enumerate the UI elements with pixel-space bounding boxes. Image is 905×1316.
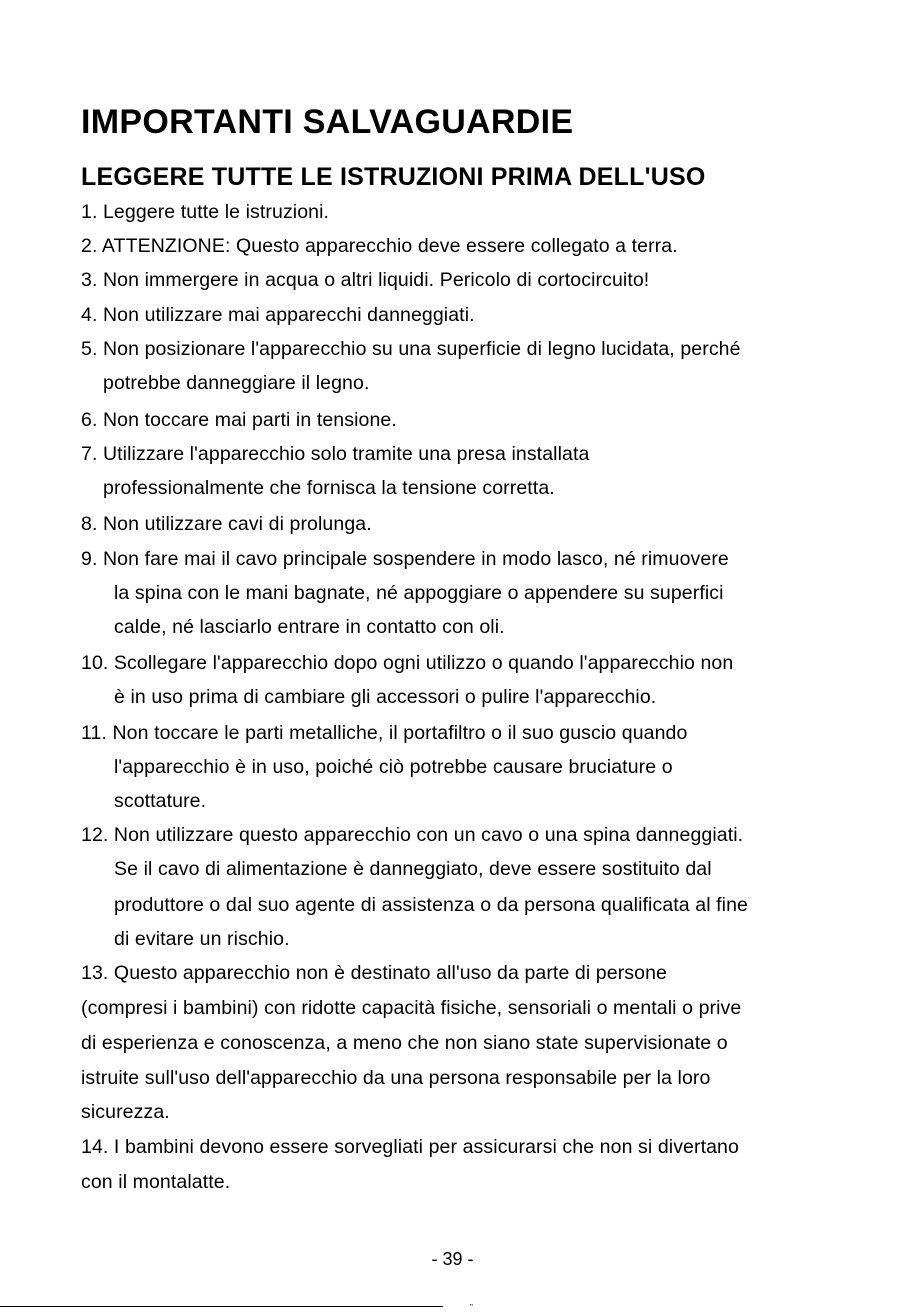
page-title: IMPORTANTI SALVAGUARDIE (81, 103, 574, 141)
text-line: la spina con le mani bagnate, né appoggiare o appendere su superfici (114, 582, 724, 604)
text-line: professionalmente che fornisca la tensione corretta. (103, 477, 555, 499)
text-line: 4. Non utilizzare mai apparecchi danneggiati. (81, 304, 475, 326)
text-line: 2. ATTENZIONE: Questo apparecchio deve essere collegato a terra. (81, 235, 678, 257)
text-line: istruite sull'uso dell'apparecchio da una persona responsabile per la loro (81, 1067, 711, 1089)
page-subtitle: LEGGERE TUTTE LE ISTRUZIONI PRIMA DELL'USO (81, 163, 706, 191)
text-line: (compresi i bambini) con ridotte capacità fisiche, sensoriali o mentali o prive (81, 997, 742, 1019)
text-line: 9. Non fare mai il cavo principale sospendere in modo lasco, né rimuovere (81, 548, 729, 570)
text-line: con il montalatte. (81, 1171, 231, 1193)
page-number: - 39 - (431, 1249, 474, 1269)
text-line: 10. Scollegare l'apparecchio dopo ogni utilizzo o quando l'apparecchio non (81, 652, 734, 674)
text-line: l'apparecchio è in uso, poiché ciò potrebbe causare bruciature o (114, 756, 673, 778)
text-line: scottature. (114, 790, 207, 812)
text-line: di evitare un rischio. (114, 928, 290, 950)
text-line: calde, né lasciarlo entrare in contatto con oli. (114, 616, 505, 638)
footer-divider (0, 1306, 443, 1307)
text-line: 12. Non utilizzare questo apparecchio con un cavo o una spina danneggiati. (81, 824, 744, 846)
text-line: Se il cavo di alimentazione è danneggiato, deve essere sostituito dal (114, 858, 712, 880)
footer-mark: " (470, 1303, 473, 1312)
text-line: potrebbe danneggiare il legno. (103, 372, 370, 394)
text-line: 13. Questo apparecchio non è destinato all'uso da parte di persone (81, 962, 667, 984)
text-line: produttore o dal suo agente di assistenza o da persona qualificata al fine (114, 894, 748, 916)
text-line: 14. I bambini devono essere sorvegliati per assicurarsi che non si divertano (81, 1136, 739, 1158)
text-line: di esperienza e conoscenza, a meno che non siano state supervisionate o (81, 1032, 728, 1054)
text-line: 5. Non posizionare l'apparecchio su una superficie di legno lucidata, perché (81, 338, 741, 360)
text-line: 11. Non toccare le parti metalliche, il portafiltro o il suo guscio quando (81, 722, 688, 744)
text-line: 7. Utilizzare l'apparecchio solo tramite una presa installata (81, 443, 590, 465)
text-line: è in uso prima di cambiare gli accessori o pulire l'apparecchio. (114, 686, 657, 708)
text-line: 8. Non utilizzare cavi di prolunga. (81, 513, 372, 535)
text-line: 6. Non toccare mai parti in tensione. (81, 409, 397, 431)
text-line: sicurezza. (81, 1101, 170, 1123)
text-line: 1. Leggere tutte le istruzioni. (81, 201, 330, 223)
text-line: 3. Non immergere in acqua o altri liquidi. Pericolo di cortocircuito! (81, 269, 650, 291)
